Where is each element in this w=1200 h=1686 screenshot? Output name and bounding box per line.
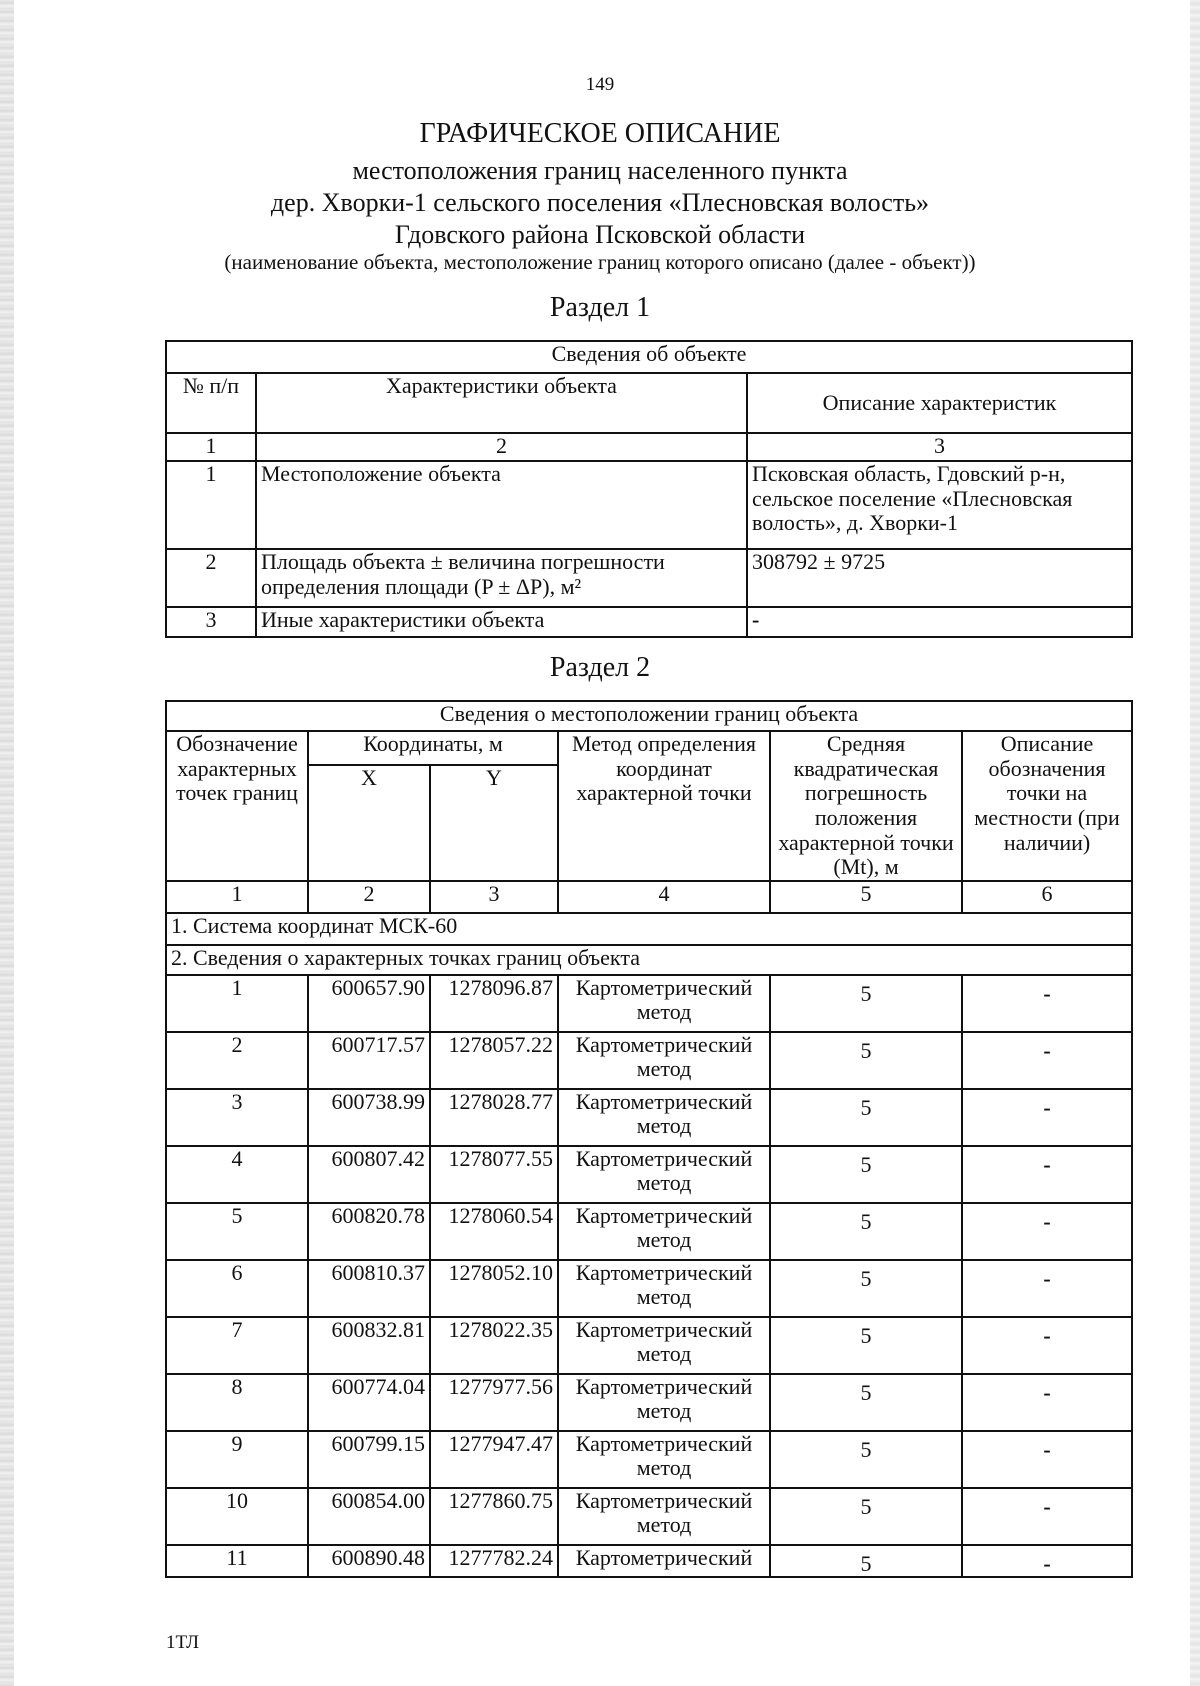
column-number: 4 (558, 881, 770, 913)
point-x: 600810.37 (308, 1260, 430, 1317)
point-number: 8 (166, 1374, 308, 1431)
column-number: 2 (256, 433, 747, 461)
point-y: 1277860.75 (430, 1488, 558, 1545)
point-number: 1 (166, 975, 308, 1032)
column-header-method: Метод определения координат характерной точки (558, 731, 770, 881)
table-row (166, 1488, 1132, 1545)
object-caption: (наименование объекта, местоположение границ которого описано (далее - объект)) (224, 250, 976, 274)
table-row (166, 1089, 1132, 1146)
column-header-coordinates: Координаты, м (308, 731, 558, 765)
table-row (166, 1203, 1132, 1260)
point-y: 1278022.35 (430, 1317, 558, 1374)
point-accuracy: 5 (770, 1089, 962, 1146)
point-accuracy: 5 (770, 1545, 962, 1578)
column-header-point: Обозначение характерных точек границ (166, 731, 308, 881)
point-y: 1278028.77 (430, 1089, 558, 1146)
section-1-heading: Раздел 1 (549, 292, 651, 323)
points-section-row: 2. Сведения о характерных точках границ объекта (166, 945, 1132, 975)
column-number: 1 (166, 881, 308, 913)
point-x: 600820.78 (308, 1203, 430, 1260)
point-accuracy: 5 (770, 1317, 962, 1374)
point-description: - (962, 1203, 1132, 1260)
point-description: - (962, 1032, 1132, 1089)
column-header-description: Описание обозначения точки на местности (при наличии) (962, 731, 1132, 881)
row-value: 308792 ± 9725 (747, 549, 1132, 607)
row-value: Псковская область, Гдовский р-н, сельское поселение «Плесновская волость», д. Хворки-1 (747, 461, 1132, 549)
row-characteristic: Местоположение объекта (256, 461, 747, 549)
point-number: 2 (166, 1032, 308, 1089)
point-description: - (962, 1317, 1132, 1374)
page-number: 149 (585, 74, 615, 95)
row-number: 3 (166, 607, 256, 637)
point-description: - (962, 1146, 1132, 1203)
column-number: 2 (308, 881, 430, 913)
subtitle-line-3: Гдовского района Псковской области (394, 220, 806, 249)
point-accuracy: 5 (770, 975, 962, 1032)
row-characteristic: Иные характеристики объекта (256, 607, 747, 637)
table-row (166, 1431, 1132, 1488)
row-number: 2 (166, 549, 256, 607)
point-accuracy: 5 (770, 1431, 962, 1488)
column-header-number: № п/п (166, 373, 256, 433)
point-x: 600807.42 (308, 1146, 430, 1203)
table-row (166, 1032, 1132, 1089)
subtitle-line-2: дер. Хворки-1 сельского поселения «Плесновская волость» (270, 188, 930, 217)
point-description: - (962, 975, 1132, 1032)
point-method: Картометрический метод (558, 1431, 770, 1488)
table-row (166, 607, 1132, 637)
table-title: Сведения о местоположении границ объекта (166, 701, 1132, 731)
point-accuracy: 5 (770, 1032, 962, 1089)
column-number: 1 (166, 433, 256, 461)
table-row (166, 1260, 1132, 1317)
table-row (166, 1146, 1132, 1203)
coordinate-system-row: 1. Система координат МСК-60 (166, 913, 1132, 945)
column-header-description: Описание характеристик (747, 373, 1132, 433)
document-title: ГРАФИЧЕСКОЕ ОПИСАНИЕ (419, 118, 781, 149)
point-accuracy: 5 (770, 1488, 962, 1545)
point-x: 600799.15 (308, 1431, 430, 1488)
point-description: - (962, 1260, 1132, 1317)
point-y: 1278052.10 (430, 1260, 558, 1317)
point-description: - (962, 1374, 1132, 1431)
point-x: 600657.90 (308, 975, 430, 1032)
point-number: 7 (166, 1317, 308, 1374)
point-accuracy: 5 (770, 1374, 962, 1431)
section-2-heading: Раздел 2 (549, 652, 651, 683)
point-number: 10 (166, 1488, 308, 1545)
point-method: Картометрический (558, 1545, 770, 1578)
point-method: Картометрический метод (558, 1089, 770, 1146)
point-y: 1277782.24 (430, 1545, 558, 1578)
table-row (166, 975, 1132, 1032)
row-characteristic: Площадь объекта ± величина погрешности определения площади (P ± ΔP), м² (256, 549, 747, 607)
point-y: 1278096.87 (430, 975, 558, 1032)
point-method: Картометрический метод (558, 1260, 770, 1317)
table-row (166, 1545, 1132, 1578)
points-body (166, 975, 1132, 1578)
point-x: 600854.00 (308, 1488, 430, 1545)
table-row (166, 1374, 1132, 1431)
point-x: 600717.57 (308, 1032, 430, 1089)
point-y: 1277947.47 (430, 1431, 558, 1488)
point-number: 3 (166, 1089, 308, 1146)
point-accuracy: 5 (770, 1260, 962, 1317)
point-description: - (962, 1089, 1132, 1146)
point-description: - (962, 1545, 1132, 1578)
point-x: 600738.99 (308, 1089, 430, 1146)
point-y: 1278077.55 (430, 1146, 558, 1203)
point-y: 1277977.56 (430, 1374, 558, 1431)
column-number: 3 (430, 881, 558, 913)
table-title: Сведения об объекте (166, 341, 1132, 373)
column-header-characteristic: Характеристики объекта (256, 373, 747, 433)
point-x: 600890.48 (308, 1545, 430, 1578)
point-method: Картометрический метод (558, 1032, 770, 1089)
column-header-accuracy: Средняя квадратическая погрешность положения характерной точки (Mt), м (770, 731, 962, 881)
table-row (166, 1317, 1132, 1374)
point-y: 1278060.54 (430, 1203, 558, 1260)
boundary-points-table (165, 700, 1133, 1578)
point-number: 9 (166, 1431, 308, 1488)
column-number: 3 (747, 433, 1132, 461)
point-number: 5 (166, 1203, 308, 1260)
point-method: Картометрический метод (558, 975, 770, 1032)
point-number: 4 (166, 1146, 308, 1203)
point-y: 1278057.22 (430, 1032, 558, 1089)
point-x: 600832.81 (308, 1317, 430, 1374)
point-method: Картометрический метод (558, 1488, 770, 1545)
column-header-x: X (308, 765, 430, 881)
point-method: Картометрический метод (558, 1374, 770, 1431)
table-row (166, 549, 1132, 607)
point-x: 600774.04 (308, 1374, 430, 1431)
object-info-table (165, 340, 1133, 638)
point-accuracy: 5 (770, 1146, 962, 1203)
subtitle-line-1: местоположения границ населенного пункта (352, 156, 848, 185)
column-number: 6 (962, 881, 1132, 913)
point-number: 6 (166, 1260, 308, 1317)
column-header-y: Y (430, 765, 558, 881)
row-number: 1 (166, 461, 256, 549)
column-number: 5 (770, 881, 962, 913)
table-row (166, 461, 1132, 549)
point-description: - (962, 1431, 1132, 1488)
row-value: - (747, 607, 1132, 637)
point-method: Картометрический метод (558, 1146, 770, 1203)
point-accuracy: 5 (770, 1203, 962, 1260)
footer-mark: 1ТЛ (166, 1632, 200, 1653)
point-number: 11 (166, 1545, 308, 1578)
point-description: - (962, 1488, 1132, 1545)
point-method: Картометрический метод (558, 1317, 770, 1374)
point-method: Картометрический метод (558, 1203, 770, 1260)
